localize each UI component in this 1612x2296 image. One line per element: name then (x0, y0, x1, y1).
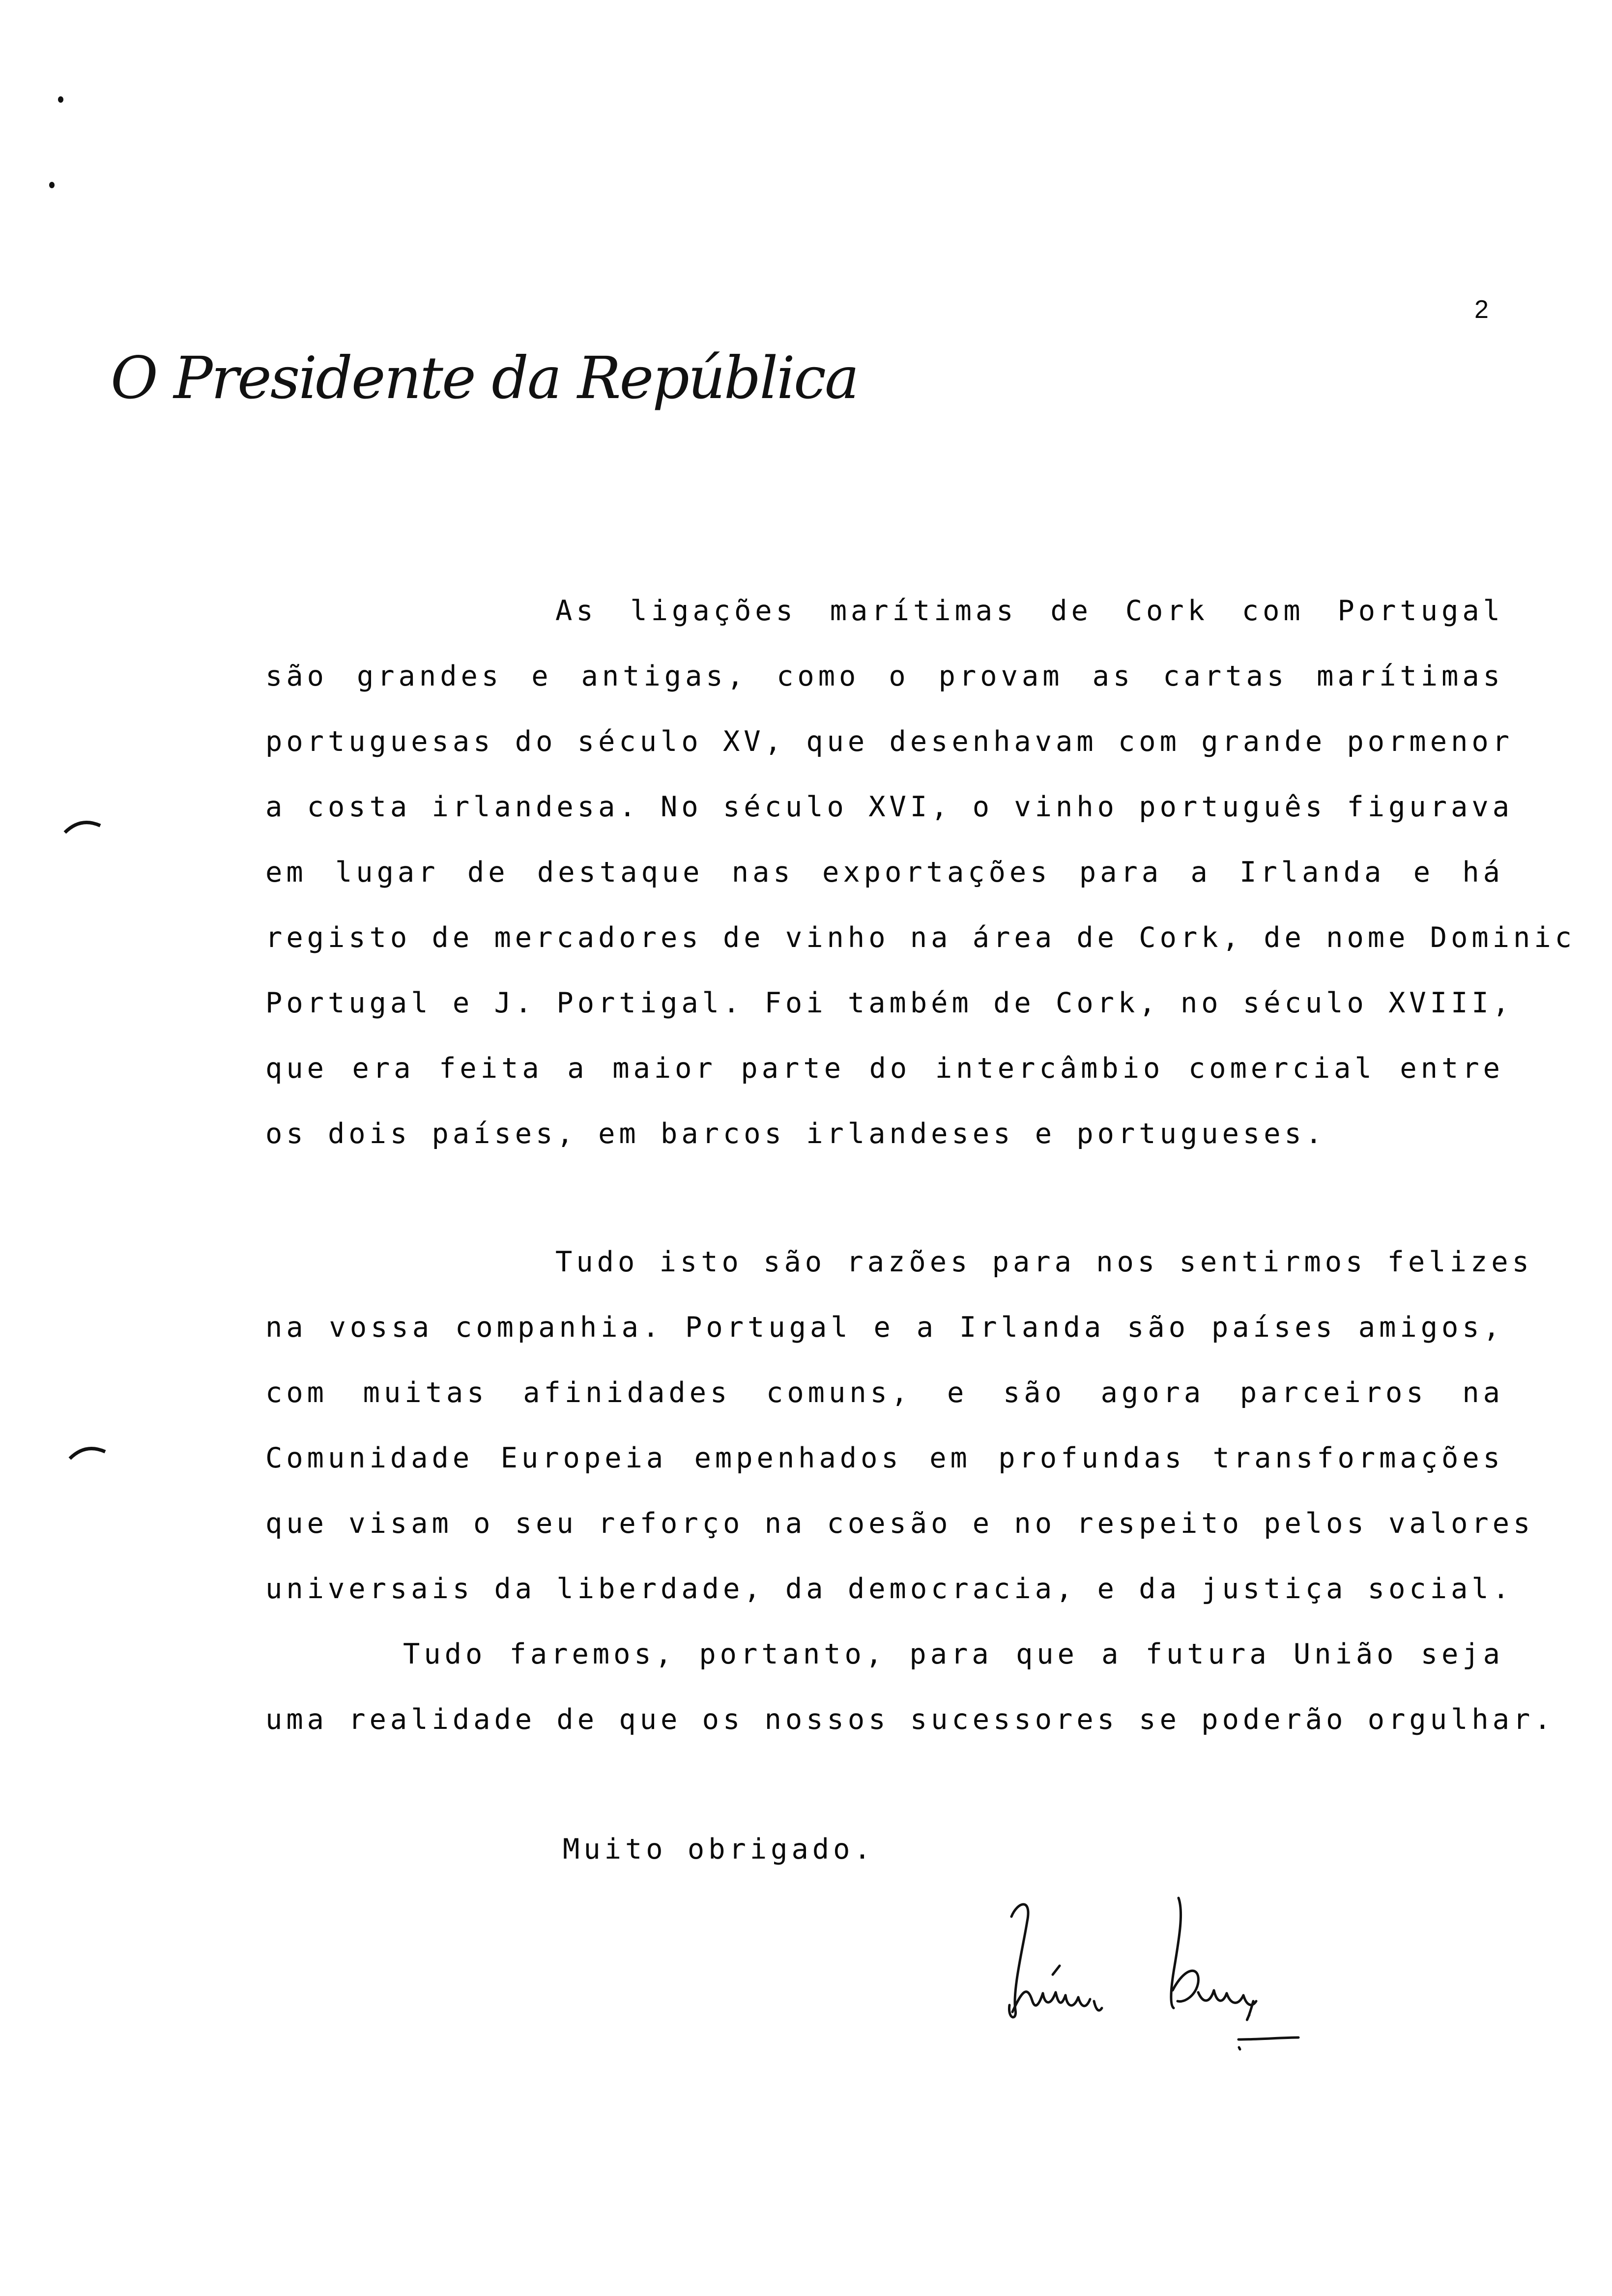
page-number: 2 (1474, 295, 1489, 324)
text-line: Portugal e J. Portigal. Foi também de Cork, no século XVIII, (265, 987, 1514, 1019)
text-line: Comunidade Europeia empenhados em profundas transformações (265, 1442, 1504, 1474)
margin-dot (58, 96, 63, 103)
text-line: em lugar de destaque nas exportações para a Irlanda e há (265, 856, 1504, 889)
text-line: que era feita a maior parte do intercâmbio comercial entre (265, 1052, 1504, 1085)
text-line: com muitas afinidades comuns, e são agora parceiros na (265, 1377, 1504, 1409)
text-line: que visam o seu reforço na coesão e no respeito pelos valores (265, 1507, 1534, 1540)
punch-mark-icon (63, 815, 102, 834)
text-line: a costa irlandesa. No século XVI, o vinho português figurava (265, 791, 1514, 823)
text-line: universais da liberdade, da democracia, e da justiça social. (265, 1573, 1514, 1605)
text-line: uma realidade de que os nossos sucessores se poderão orgulhar. (265, 1703, 1555, 1736)
signature (998, 1892, 1302, 2089)
punch-mark-icon (68, 1441, 107, 1461)
text-line: são grandes e antigas, como o provam as cartas marítimas (265, 660, 1504, 692)
text-line: registo de mercadores de vinho na área de Cork, de nome Dominic (265, 921, 1576, 954)
text-line: Tudo isto são razões para nos sentirmos felizes (555, 1246, 1533, 1278)
text-line: os dois países, em barcos irlandeses e portugueses. (265, 1118, 1326, 1150)
letterhead-title: O Presidente da República (111, 344, 858, 412)
text-line: As ligações marítimas de Cork com Portugal (555, 595, 1504, 627)
margin-dot (49, 182, 55, 188)
text-line: Tudo faremos, portanto, para que a futura União seja (403, 1638, 1504, 1670)
text-line: portuguesas do século XV, que desenhavam com grande pormenor (265, 725, 1514, 758)
closing-text: Muito obrigado. (563, 1833, 875, 1866)
text-line: na vossa companhia. Portugal e a Irlanda são países amigos, (265, 1311, 1504, 1344)
